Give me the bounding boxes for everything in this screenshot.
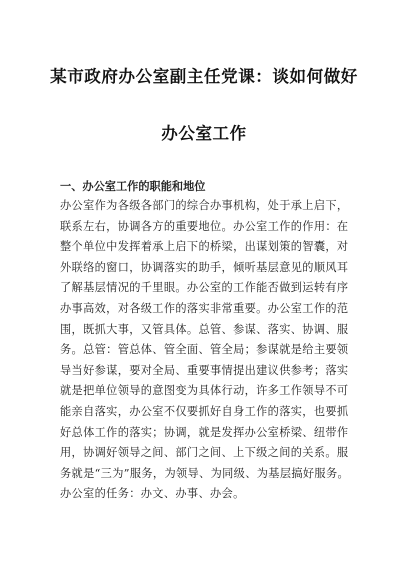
body-line: 整个单位中发挥着承上启下的桥梁，出谋划策的智囊，对 [60,240,349,254]
body-line: 就是把单位领导的意图变为具体行动，许多工作领导不可 [60,384,349,398]
body-line: 务就是“三为”服务，为领导、为同级、为基层搞好服务。 [60,466,350,480]
body-line: 外联络的窗口，协调落实的助手，倾听基层意见的顺风耳 [60,260,349,274]
body-line: 导当好参谋，要对全局、重要事情提出建议供参考；落实 [60,363,349,377]
body-line: 能亲自落实，办公室不仅要抓好自身工作的落实，也要抓 [60,404,349,418]
body-line: 办公室的任务：办文、办事、办会。 [60,487,245,501]
body-line: 围，既抓大事，又管具体。总管、参谋、落实、协调、服 [60,322,349,336]
body-paragraph [60,196,360,505]
body-line: 了解基层情况的千里眼。办公室的工作能否做到运转有序 [60,281,349,295]
body-line: 好总体工作的落实；协调，就是发挥办公室桥梁、纽带作 [60,425,349,439]
body-line: 用，协调好领导之间、部门之间、上下级之间的关系。服 [60,446,349,460]
body-line: 联系左右，协调各方的重要地位。办公室工作的作用：在 [60,219,349,233]
body-line: 办公室作为各级各部门的综合办事机构，处于承上启下， [60,199,349,212]
body-line: 办事高效，对各级工作的落实非常重要。办公室工作的范 [60,301,349,315]
document-title-line-1: 某市政府办公室副主任党课：谈如何做好 [50,67,358,86]
section-heading: 一、办公室工作的职能和地位 [60,179,206,193]
body-line: 务。总管：管总体、管全面、管全局；参谋就是给主要领 [60,343,349,357]
document-title-line-2: 办公室工作 [161,124,247,143]
